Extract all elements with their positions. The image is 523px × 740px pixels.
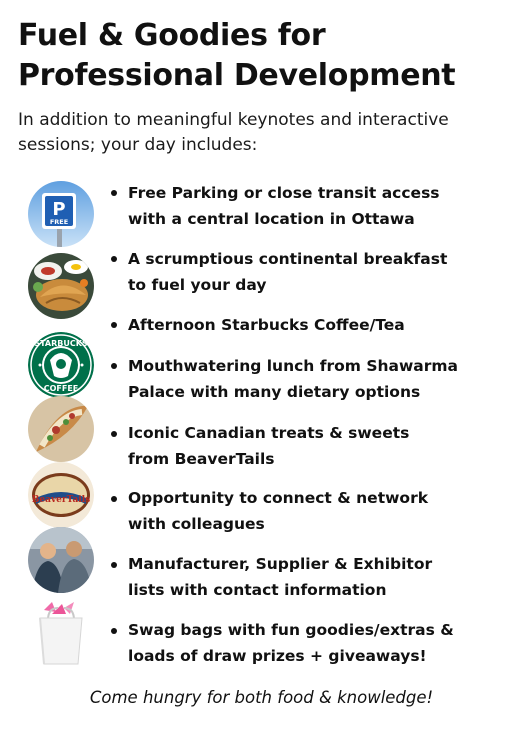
- swag-bag-icon: [28, 600, 94, 666]
- beavertails-logo-text: BeaverTails: [31, 495, 91, 505]
- list-item: [128, 420, 513, 472]
- item-text-line-2: loads of draw prizes + giveaways!: [128, 647, 427, 665]
- parking-free-label: FREE: [49, 218, 69, 226]
- bullet: [111, 431, 117, 437]
- svg-text:P: P: [52, 199, 66, 220]
- footer-tagline: Come hungry for both food & knowledge!: [89, 688, 434, 707]
- title-line-1: Fuel & Goodies for: [18, 18, 326, 53]
- list-item: [128, 246, 513, 298]
- item-text-line-2: with colleagues: [128, 515, 265, 533]
- bullet: [111, 628, 117, 634]
- starbucks-logo-top: STARBUCKS: [34, 339, 88, 348]
- intro-text: In addition to meaningful keynotes and interactive sessions; your day includes:: [18, 110, 449, 155]
- item-text-line-1: Free Parking or close transit access: [128, 184, 440, 202]
- networking-people-icon: [28, 527, 94, 593]
- bullet: [111, 496, 117, 502]
- item-text-line-1: Manufacturer, Supplier & Exhibitor: [128, 555, 433, 573]
- shawarma-icon: [28, 396, 94, 462]
- bullet: [111, 190, 117, 196]
- item-text-line-2: with a central location in Ottawa: [128, 210, 415, 228]
- item-text-line-1: Iconic Canadian treats & sweets: [128, 424, 410, 442]
- item-text-line-1: A scrumptious continental breakfast: [128, 250, 448, 268]
- parking-sign-icon: [28, 181, 94, 247]
- list-item: [128, 180, 513, 232]
- item-text-line-2: from BeaverTails: [128, 450, 275, 468]
- starbucks-logo-bottom: COFFEE: [43, 384, 79, 393]
- list-item: [128, 551, 513, 603]
- bullet: [111, 322, 117, 328]
- breakfast-icon: [28, 253, 94, 319]
- item-text-line-1: Afternoon Starbucks Coffee/Tea: [128, 316, 405, 334]
- item-text-line-2: to fuel your day: [128, 276, 267, 294]
- beavertails-logo-icon: [28, 462, 94, 528]
- list-item: [128, 353, 513, 405]
- list-item: [128, 312, 513, 338]
- item-text-line-2: lists with contact information: [128, 581, 387, 599]
- list-item: [128, 485, 513, 537]
- item-text-line-2: Palace with many dietary options: [128, 383, 421, 401]
- bullet: [111, 562, 117, 568]
- bullet: [111, 256, 117, 262]
- item-text-line-1: Opportunity to connect & network: [128, 489, 429, 507]
- starbucks-logo-icon: [28, 332, 94, 398]
- item-text-line-1: Swag bags with fun goodies/extras &: [128, 621, 454, 639]
- title-line-2: Professional Development: [18, 58, 456, 93]
- item-text-line-1: Mouthwatering lunch from Shawarma: [128, 357, 459, 375]
- list-item: [128, 617, 513, 669]
- bullet: [111, 363, 117, 369]
